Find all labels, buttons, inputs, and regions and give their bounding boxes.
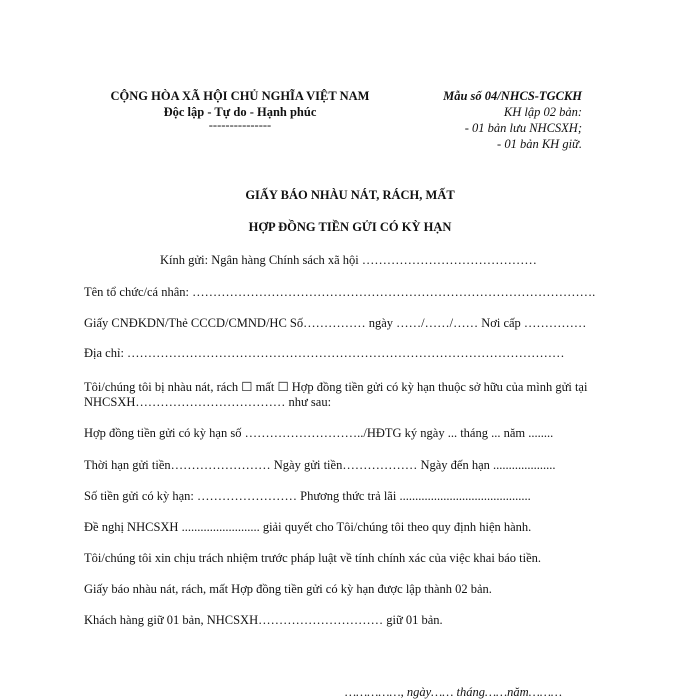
request-line: Đề nghị NHCSXH ......................... giải quyết cho Tôi/chúng tôi theo quy định hiện hành. — [84, 520, 532, 534]
addressee: Kính gửi: Ngân hàng Chính sách xã hội …………………………………… — [160, 253, 537, 267]
header-left — [90, 88, 390, 130]
field-term: Thời hạn gửi tiền…………………… Ngày gửi tiền……………… Ngày đến hạn .................... — [84, 458, 556, 472]
field-id-document: Giấy CNĐKDN/Thẻ CCCD/CMND/HC Số…………… ngày ……/……/…… Nơi cấp …………… — [84, 316, 587, 330]
copies-line: Giấy báo nhàu nát, rách, mất Hợp đồng tiền gửi có kỳ hạn được lập thành 02 bản. — [84, 582, 492, 596]
statement-loss-cont: NHCSXH……………………………… như sau: — [84, 395, 332, 409]
document-subtitle: HỢP ĐỒNG TIỀN GỬI CÓ KỲ HẠN — [248, 220, 452, 234]
country-heading: CỘNG HÒA XÃ HỘI CHỦ NGHĨA VIỆT NAM — [110, 89, 370, 103]
statement-loss: Tôi/chúng tôi bị nhàu nát, rách ☐ mất ☐ Hợp đồng tiền gửi có kỳ hạn thuộc sở hữu của mình gửi tại — [84, 380, 588, 394]
document-title: GIẤY BÁO NHÀU NÁT, RÁCH, MẤT — [245, 188, 455, 202]
motto: Độc lập - Tự do - Hạnh phúc — [163, 105, 317, 119]
field-name: Tên tổ chức/cá nhân: ……………………………………………………………………………………. — [84, 285, 596, 299]
date-line: ……………, ngày…… tháng……năm……… — [345, 685, 563, 699]
retention-line: Khách hàng giữ 01 bản, NHCSXH………………………… giữ 01 bản. — [84, 613, 443, 627]
header-right — [443, 88, 582, 152]
field-amount: Số tiền gửi có kỳ hạn: …………………… Phương thức trả lãi .......................................... — [84, 489, 531, 503]
responsibility-line: Tôi/chúng tôi xin chịu trách nhiệm trước pháp luật về tính chính xác của việc khai báo tiền. — [84, 551, 541, 565]
field-contract-number: Hợp đồng tiền gửi có kỳ hạn số ………………………../HĐTG ký ngày ... tháng ... năm ........ — [84, 426, 554, 440]
motto-underline: --------------- — [208, 118, 272, 132]
copy-customer: - 01 bản KH giữ. — [497, 137, 582, 151]
field-address: Địa chỉ: …………………………………………………………………………………………… — [84, 346, 565, 360]
copy-bank: - 01 bản lưu NHCSXH; — [464, 121, 582, 135]
form-code: Mẫu số 04/NHCS-TGCKH — [443, 89, 582, 103]
copies-note: KH lập 02 bản: — [503, 105, 582, 119]
